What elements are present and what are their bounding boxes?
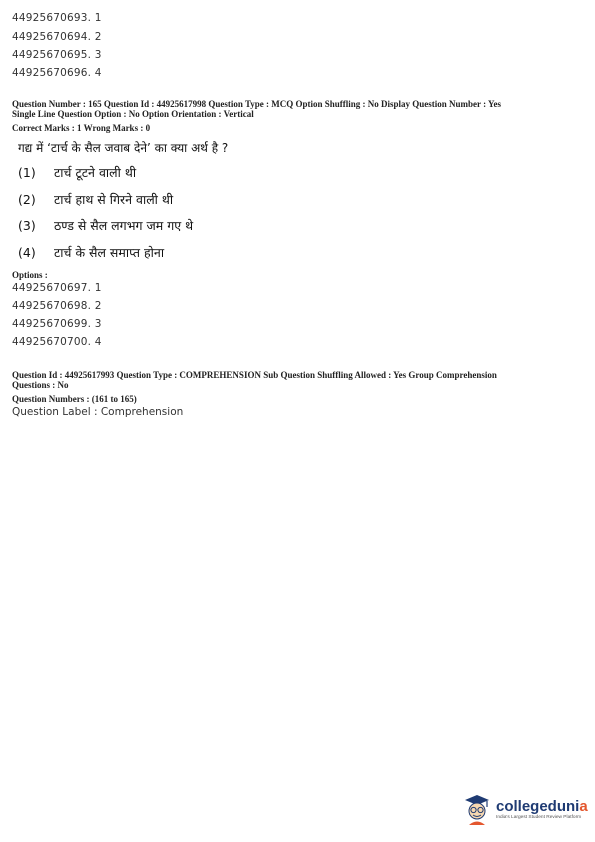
question-meta-line1: Question Number : 165 Question Id : 44925617998 Question Type : MCQ Option Shuffling : No Display Question Number : Yes [12,99,502,109]
option-number: (4) [18,245,36,260]
collegedunia-logo [462,790,592,830]
option-id-2: 44925670698. 2 [12,300,102,312]
comprehension-meta-line2: Questions : No [12,380,69,390]
option-number: (3) [18,218,36,233]
logo-tagline: India's Largest Student Review Platform [496,815,582,821]
question-option-4 [18,244,164,261]
comprehension-question-numbers: Question Numbers : (161 to 165) [12,394,137,404]
question-option-1 [18,164,136,181]
question-marks: Correct Marks : 1 Wrong Marks : 0 [12,123,151,133]
option-number: (2) [18,192,36,207]
comprehension-question-label: Question Label : Comprehension [12,406,184,418]
option-text: टार्च के सैल समाप्त होना [54,245,165,260]
option-text: टार्च टूटने वाली थी [54,165,137,180]
prev-option-id-1: 44925670693. 1 [12,12,102,24]
question-text: गद्य में ‘टार्च के सैल जवाब देने’ का क्या अर्थ है ? [18,141,229,155]
comprehension-meta-line1: Question Id : 44925617993 Question Type : COMPREHENSION Sub Question Shuffling Allowed : Yes Group Comprehension [12,370,497,380]
option-id-4: 44925670700. 4 [12,336,102,348]
graduate-mascot-icon [462,792,492,828]
option-text: ठण्ड से सैल लगभग जम गए थे [54,218,194,233]
prev-option-id-2: 44925670694. 2 [12,31,102,43]
options-label: Options : [12,270,48,280]
option-id-1: 44925670697. 1 [12,282,102,294]
option-id-3: 44925670699. 3 [12,318,102,330]
question-option-2 [18,191,173,208]
question-option-3 [18,217,193,234]
question-meta-line2: Single Line Question Option : No Option Orientation : Vertical [12,109,254,119]
option-text: टार्च हाथ से गिरने वाली थी [54,192,174,207]
prev-option-id-4: 44925670696. 4 [12,67,102,79]
option-number: (1) [18,165,36,180]
logo-wordmark: collegedunia [496,798,588,816]
prev-option-id-3: 44925670695. 3 [12,49,102,61]
